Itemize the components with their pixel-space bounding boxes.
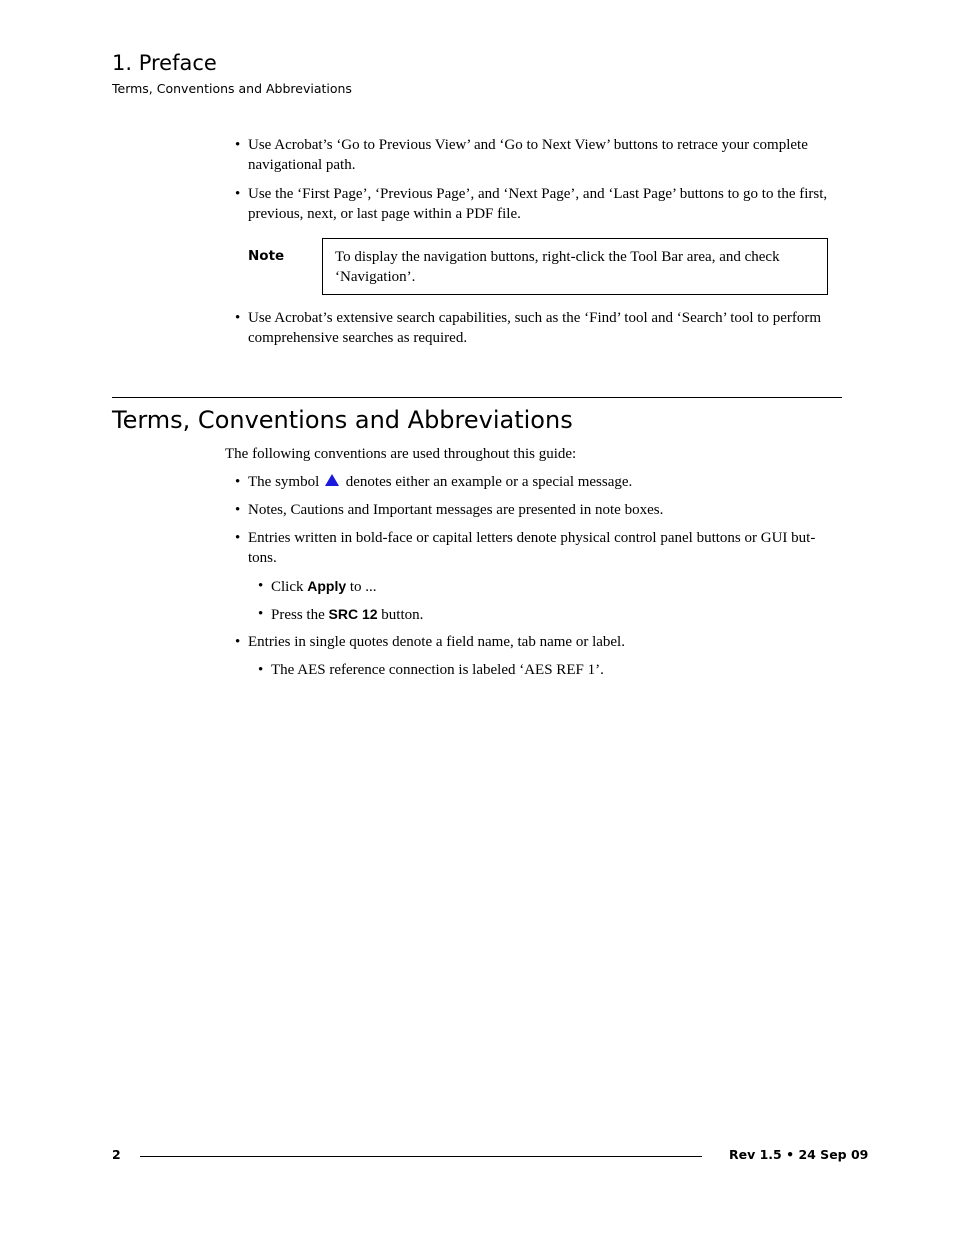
note-box bbox=[322, 238, 828, 295]
section-title: Terms, Conventions and Abbreviations bbox=[112, 406, 573, 434]
blue-triangle-icon bbox=[325, 474, 339, 486]
note-label: Note bbox=[248, 248, 285, 264]
list-item-text: Click bbox=[271, 579, 304, 595]
bullet-marker: • bbox=[235, 186, 241, 202]
bullet-marker: • bbox=[235, 530, 241, 546]
bullet-marker: • bbox=[235, 634, 241, 650]
list-item bbox=[235, 308, 843, 348]
list-item-text: Press the bbox=[271, 607, 325, 623]
running-head: Terms, Conventions and Abbreviations bbox=[112, 81, 352, 96]
list-item-text: Use the ‘First Page’, ‘Previous Page’, and ‘Next Page’, and ‘Last Page’ buttons to go to the first, previous, next, or last page within a PDF file. bbox=[248, 186, 828, 222]
list-item-text: Notes, Cautions and Important messages are presented in note boxes. bbox=[248, 502, 664, 518]
list-item-text: Use Acrobat’s ‘Go to Previous View’ and ‘Go to Next View’ buttons to retrace your complete navigational path. bbox=[248, 137, 808, 173]
list-item bbox=[235, 500, 843, 520]
bullet-marker: • bbox=[235, 137, 241, 153]
section-divider bbox=[112, 397, 842, 398]
list-item bbox=[258, 604, 831, 625]
list-item-text: The symbol bbox=[248, 474, 320, 490]
list-item bbox=[235, 184, 843, 224]
panel-button-name: SRC 12 bbox=[328, 606, 378, 622]
page-number: 2 bbox=[112, 1147, 121, 1162]
list-item bbox=[258, 576, 831, 597]
section-intro: The following conventions are used throughout this guide: bbox=[225, 446, 577, 462]
list-item bbox=[235, 135, 843, 175]
list-item-text: button. bbox=[381, 607, 424, 623]
list-item bbox=[235, 528, 840, 568]
gui-button-name: Apply bbox=[307, 578, 347, 594]
revision-label: Rev 1.5 • 24 Sep 09 bbox=[729, 1147, 869, 1162]
list-item bbox=[235, 472, 843, 492]
list-item-text: to ... bbox=[349, 579, 377, 595]
list-item-text: The AES reference connection is labeled ‘AES REF 1’. bbox=[271, 662, 604, 678]
bullet-marker: • bbox=[258, 606, 264, 622]
bullet-marker: • bbox=[235, 474, 241, 490]
footer-rule bbox=[140, 1156, 702, 1157]
list-item bbox=[258, 660, 831, 680]
list-item bbox=[235, 632, 843, 652]
bullet-marker: • bbox=[258, 578, 264, 594]
bullet-marker: • bbox=[235, 502, 241, 518]
list-item-text: Entries in single quotes denote a field name, tab name or label. bbox=[248, 634, 625, 650]
chapter-title: 1. Preface bbox=[112, 51, 217, 75]
list-item-text: denotes either an example or a special message. bbox=[345, 474, 633, 490]
list-item-text: Use Acrobat’s extensive search capabilities, such as the ‘Find’ tool and ‘Search’ tool to perform comprehensive searches as required. bbox=[248, 310, 822, 346]
bullet-marker: • bbox=[258, 662, 264, 678]
list-item-text: Entries written in bold-face or capital letters denote physical control panel buttons or GUI but-tons. bbox=[248, 530, 816, 566]
note-text: To display the navigation buttons, right-click the Tool Bar area, and check ‘Navigation’. bbox=[335, 249, 780, 285]
bullet-marker: • bbox=[235, 310, 241, 326]
